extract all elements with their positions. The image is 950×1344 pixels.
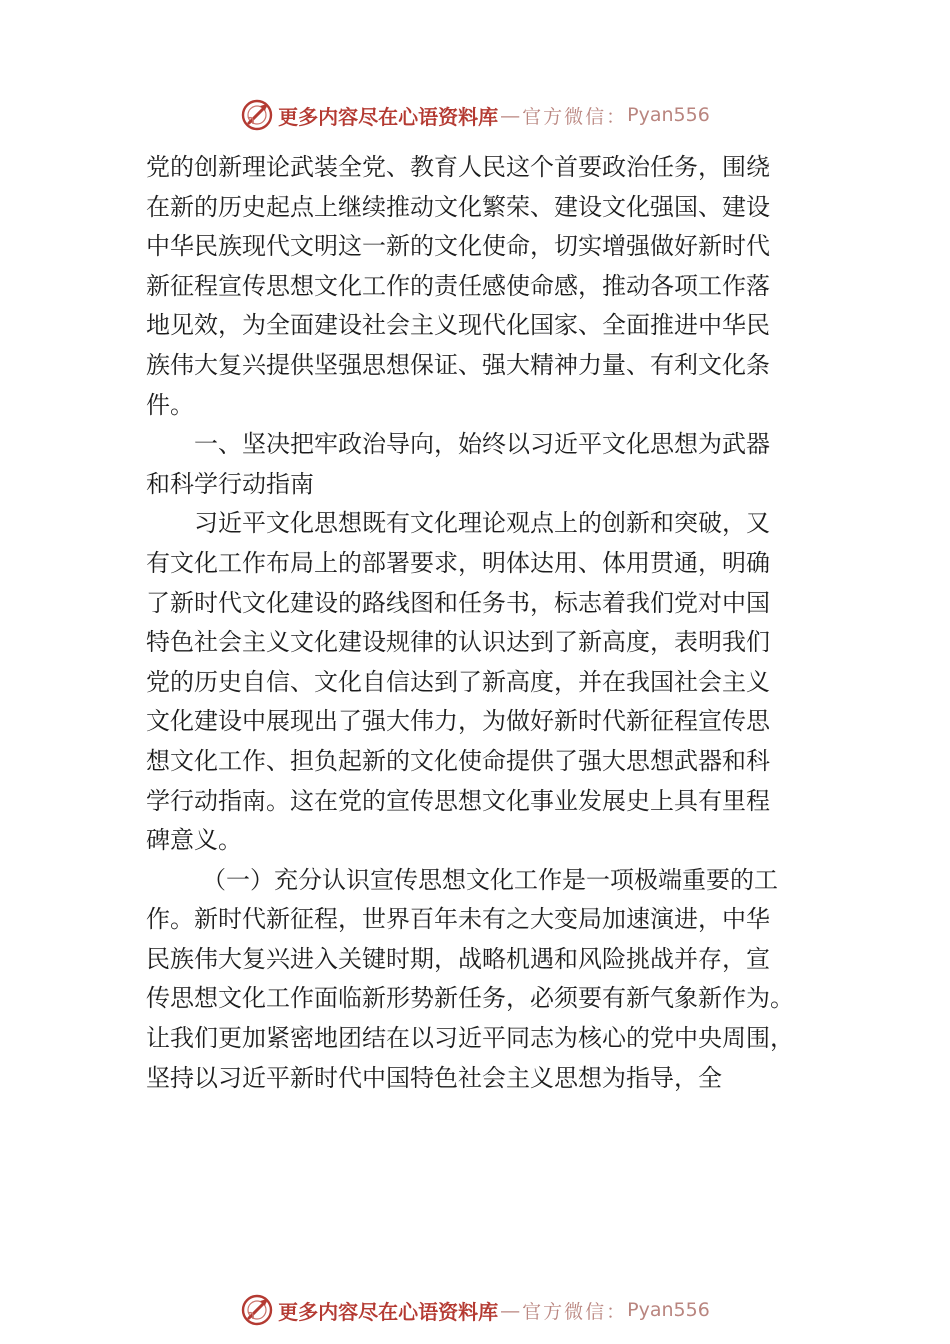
library-name: 更多内容尽在心语资料库 <box>278 104 499 129</box>
wechat-id: Pyan556 <box>627 1299 710 1321</box>
text-line: 想文化工作、担负起新的文化使命提供了强大思想武器和科 <box>146 746 770 775</box>
subsection-heading: （一）充分认识宣传思想文化工作是一项极端重要的工 <box>202 865 778 894</box>
text-line: 党的创新理论武装全党、教育人民这个首要政治任务，围绕 <box>146 153 770 181</box>
text-line: 有文化工作布局上的部署要求，明体达用、体用贯通，明确 <box>146 548 770 577</box>
text-line: 党的历史自信、文化自信达到了新高度，并在我国社会主义 <box>146 667 770 696</box>
text-line: 碑意义。 <box>146 826 242 855</box>
text-line: 族伟大复兴提供坚强思想保证、强大精神力量、有利文化条 <box>146 350 770 379</box>
text-line: 件。 <box>146 390 194 419</box>
wechat-id: Pyan556 <box>627 104 710 126</box>
separator: — <box>500 103 521 127</box>
seal-logo-icon <box>240 1293 274 1327</box>
wechat-label: 官方微信： <box>522 105 628 128</box>
text-line: 作。新时代新征程，世界百年未有之大变局加速演进，中华 <box>146 905 770 934</box>
text-line: 习近平文化思想既有文化理论观点上的创新和突破，又 <box>194 509 770 538</box>
library-name: 更多内容尽在心语资料库 <box>278 1299 499 1324</box>
text-line: 文化建设中展现出了强大伟力，为做好新时代新征程宣传思 <box>146 707 770 736</box>
text-line: 地见效，为全面建设社会主义现代化国家、全面推进中华民 <box>146 311 770 340</box>
text-line: 了新时代文化建设的路线图和任务书，标志着我们党对中国 <box>146 588 770 617</box>
text-line: 坚持以习近平新时代中国特色社会主义思想为指导，全 <box>146 1063 722 1092</box>
text-line: 学行动指南。这在党的宣传思想文化事业发展史上具有里程 <box>146 786 770 815</box>
document-body <box>146 148 846 1098</box>
section-heading-cont: 和科学行动指南 <box>146 469 314 498</box>
text-line: 在新的历史起点上继续推动文化繁荣、建设文化强国、建设 <box>146 192 770 221</box>
section-heading: 一、坚决把牢政治导向，始终以习近平文化思想为武器 <box>194 430 770 459</box>
footer-banner <box>0 1290 950 1330</box>
text-line: 特色社会主义文化建设规律的认识达到了新高度，表明我们 <box>146 628 770 657</box>
text-line: 新征程宣传思想文化工作的责任感使命感，推动各项工作落 <box>146 271 770 300</box>
text-line: 中华民族现代文明这一新的文化使命，切实增强做好新时代 <box>146 232 770 261</box>
seal-logo-icon <box>240 98 274 132</box>
separator: — <box>500 1298 521 1322</box>
header-banner <box>0 95 950 135</box>
text-line: 让我们更加紧密地团结在以习近平同志为核心的党中央周围， <box>146 1024 794 1053</box>
wechat-label: 官方微信： <box>522 1300 628 1323</box>
text-line: 传思想文化工作面临新形势新任务，必须要有新气象新作为。 <box>146 984 794 1013</box>
text-line: 民族伟大复兴进入关键时期，战略机遇和风险挑战并存，宣 <box>146 944 770 973</box>
